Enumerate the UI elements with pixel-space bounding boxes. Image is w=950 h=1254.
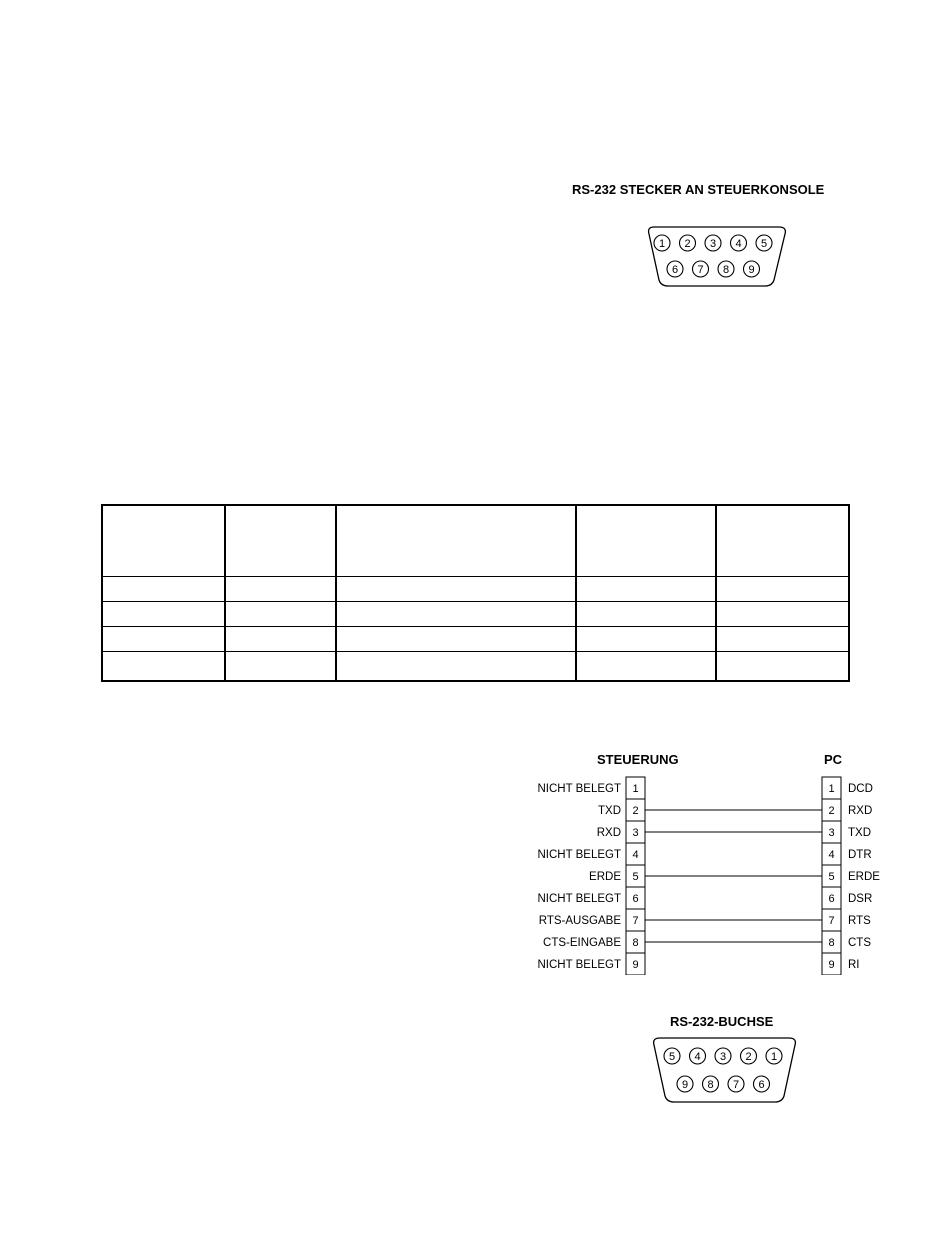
pin-number: 9 bbox=[681, 1079, 689, 1091]
left-pin-label: NICHT BELEGT bbox=[537, 783, 621, 795]
right-pin-label: RI bbox=[848, 959, 860, 971]
right-pin-number: 8 bbox=[828, 937, 835, 949]
left-pin-label: ERDE bbox=[589, 871, 621, 883]
table-cell bbox=[716, 505, 849, 577]
bottom-connector-title: RS-232-BUCHSE bbox=[670, 1014, 774, 1029]
left-pin-number: 8 bbox=[632, 937, 639, 949]
left-pin-label: NICHT BELEGT bbox=[537, 959, 621, 971]
right-pin-label: DCD bbox=[848, 783, 873, 795]
right-pin-number: 6 bbox=[828, 893, 835, 905]
table-cell bbox=[225, 577, 336, 602]
bottom-db9-connector bbox=[648, 1034, 803, 1108]
table-cell bbox=[336, 577, 576, 602]
table-cell bbox=[576, 627, 716, 652]
pin-number: 5 bbox=[760, 238, 768, 250]
left-pin-number: 4 bbox=[632, 849, 639, 861]
pin-number: 3 bbox=[719, 1051, 727, 1063]
right-pin-number: 5 bbox=[828, 871, 835, 883]
top-db9-connector bbox=[640, 222, 795, 292]
table-cell bbox=[102, 505, 225, 577]
pin-number: 9 bbox=[748, 264, 755, 276]
pin-number: 2 bbox=[684, 238, 691, 250]
pin-number: 4 bbox=[694, 1051, 701, 1063]
pin-number: 8 bbox=[707, 1079, 714, 1091]
right-pin-label: ERDE bbox=[848, 871, 880, 883]
left-pin-number: 9 bbox=[632, 959, 639, 971]
left-pin-number: 2 bbox=[632, 805, 639, 817]
table-cell bbox=[576, 505, 716, 577]
right-pin-number: 9 bbox=[828, 959, 835, 971]
table-cell bbox=[336, 602, 576, 627]
left-pin-label: RXD bbox=[596, 827, 621, 839]
pin-number: 6 bbox=[758, 1079, 765, 1091]
left-pin-label: CTS-EINGABE bbox=[543, 937, 621, 949]
right-pin-label: TXD bbox=[848, 827, 871, 839]
table-cell bbox=[225, 652, 336, 682]
pin-number: 7 bbox=[697, 264, 704, 276]
table-cell bbox=[225, 602, 336, 627]
left-pin-label: TXD bbox=[598, 805, 621, 817]
steuerung-title: STEUERUNG bbox=[597, 752, 679, 767]
right-pin-number: 3 bbox=[828, 827, 835, 839]
pin-number: 6 bbox=[671, 264, 679, 276]
table-cell bbox=[225, 505, 336, 577]
left-pin-number: 7 bbox=[632, 915, 639, 927]
left-pin-number: 5 bbox=[632, 871, 639, 883]
pc-title: PC bbox=[824, 752, 843, 767]
table-cell bbox=[576, 602, 716, 627]
right-pin-number: 7 bbox=[828, 915, 835, 927]
table-row bbox=[102, 602, 849, 627]
pin-number: 3 bbox=[709, 238, 717, 250]
left-pin-label: NICHT BELEGT bbox=[537, 893, 621, 905]
settings-table bbox=[101, 504, 850, 682]
table-cell bbox=[102, 602, 225, 627]
top-connector-title: RS-232 STECKER AN STEUERKONSOLE bbox=[572, 182, 825, 197]
table-row bbox=[102, 652, 849, 682]
pin-number: 8 bbox=[722, 264, 730, 276]
table-cell bbox=[716, 577, 849, 602]
table-cell bbox=[716, 602, 849, 627]
right-pin-label: RXD bbox=[848, 805, 873, 817]
right-pin-label: CTS bbox=[848, 937, 871, 949]
right-pin-number: 4 bbox=[828, 849, 835, 861]
pin-number: 1 bbox=[770, 1051, 778, 1063]
table-row bbox=[102, 577, 849, 602]
left-pin-label: RTS-AUSGABE bbox=[538, 915, 621, 927]
pin-number: 7 bbox=[732, 1079, 740, 1091]
table-cell bbox=[336, 627, 576, 652]
pin-number: 1 bbox=[658, 238, 666, 250]
left-pin-label: NICHT BELEGT bbox=[537, 849, 621, 861]
table-cell bbox=[576, 577, 716, 602]
left-pin-number: 3 bbox=[632, 827, 639, 839]
left-pin-number: 1 bbox=[632, 783, 639, 795]
table-cell bbox=[716, 652, 849, 682]
pin-number: 4 bbox=[735, 238, 742, 250]
table-cell bbox=[102, 652, 225, 682]
table-cell bbox=[102, 627, 225, 652]
right-pin-number: 1 bbox=[828, 783, 835, 795]
table-cell bbox=[576, 652, 716, 682]
table-header-row bbox=[102, 505, 849, 577]
right-pin-label: DTR bbox=[848, 849, 872, 861]
table-cell bbox=[336, 652, 576, 682]
pin-number: 5 bbox=[668, 1051, 676, 1063]
right-pin-label: DSR bbox=[848, 893, 873, 905]
pin-number: 2 bbox=[745, 1051, 752, 1063]
wiring-diagram bbox=[500, 770, 940, 975]
table-cell bbox=[716, 627, 849, 652]
right-pin-number: 2 bbox=[828, 805, 835, 817]
table-cell bbox=[225, 627, 336, 652]
table-row bbox=[102, 627, 849, 652]
table-cell bbox=[102, 577, 225, 602]
table-cell bbox=[336, 505, 576, 577]
right-pin-label: RTS bbox=[848, 915, 871, 927]
left-pin-number: 6 bbox=[632, 893, 639, 905]
